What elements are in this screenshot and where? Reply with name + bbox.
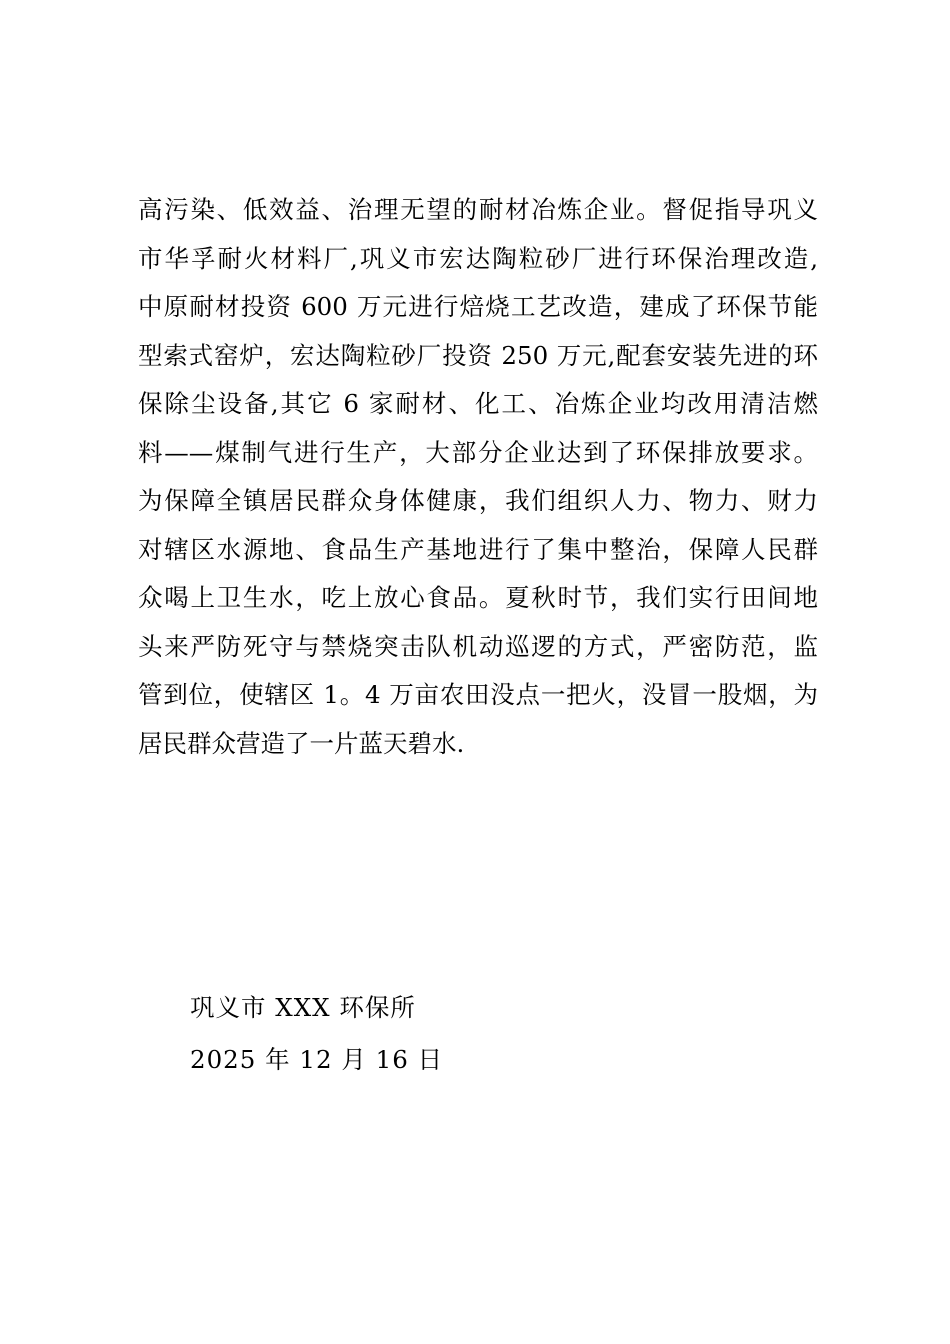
body-line: 众喝上卫生水，吃上放心食品。夏秋时节，我们实行田间地 — [138, 583, 818, 612]
body-line: 高污染、低效益、治理无望的耐材冶炼企业。督促指导巩义 — [138, 195, 818, 224]
body-line: 料——煤制气进行生产，大部分企业达到了环保排放要求。 — [138, 437, 818, 467]
body-line: 市华孚耐火材料厂,巩义市宏达陶粒砂厂进行环保治理改造, — [138, 243, 818, 273]
signature-organization: 巩义市 XXX 环保所 — [190, 993, 416, 1022]
body-line: 为保障全镇居民群众身体健康，我们组织人力、物力、财力 — [138, 486, 818, 515]
body-line: 型索式窑炉，宏达陶粒砂厂投资 250 万元,配套安装先进的环 — [138, 340, 818, 370]
body-line: 管到位，使辖区 1。4 万亩农田没点一把火，没冒一股烟，为 — [138, 680, 818, 709]
body-line: 对辖区水源地、食品生产基地进行了集中整治，保障人民群 — [138, 534, 818, 564]
body-line: 中原耐材投资 600 万元进行焙烧工艺改造，建成了环保节能 — [138, 292, 818, 321]
signature-date: 2025 年 12 月 16 日 — [190, 1045, 444, 1074]
body-line: 头来严防死守与禁烧突击队机动巡逻的方式，严密防范，监 — [138, 631, 818, 661]
document-body — [138, 186, 818, 768]
signature-block — [190, 982, 443, 1086]
body-line: 保除尘设备,其它 6 家耐材、化工、冶炼企业均改用清洁燃 — [138, 389, 818, 418]
body-line: 居民群众营造了一片蓝天碧水. — [138, 728, 465, 758]
